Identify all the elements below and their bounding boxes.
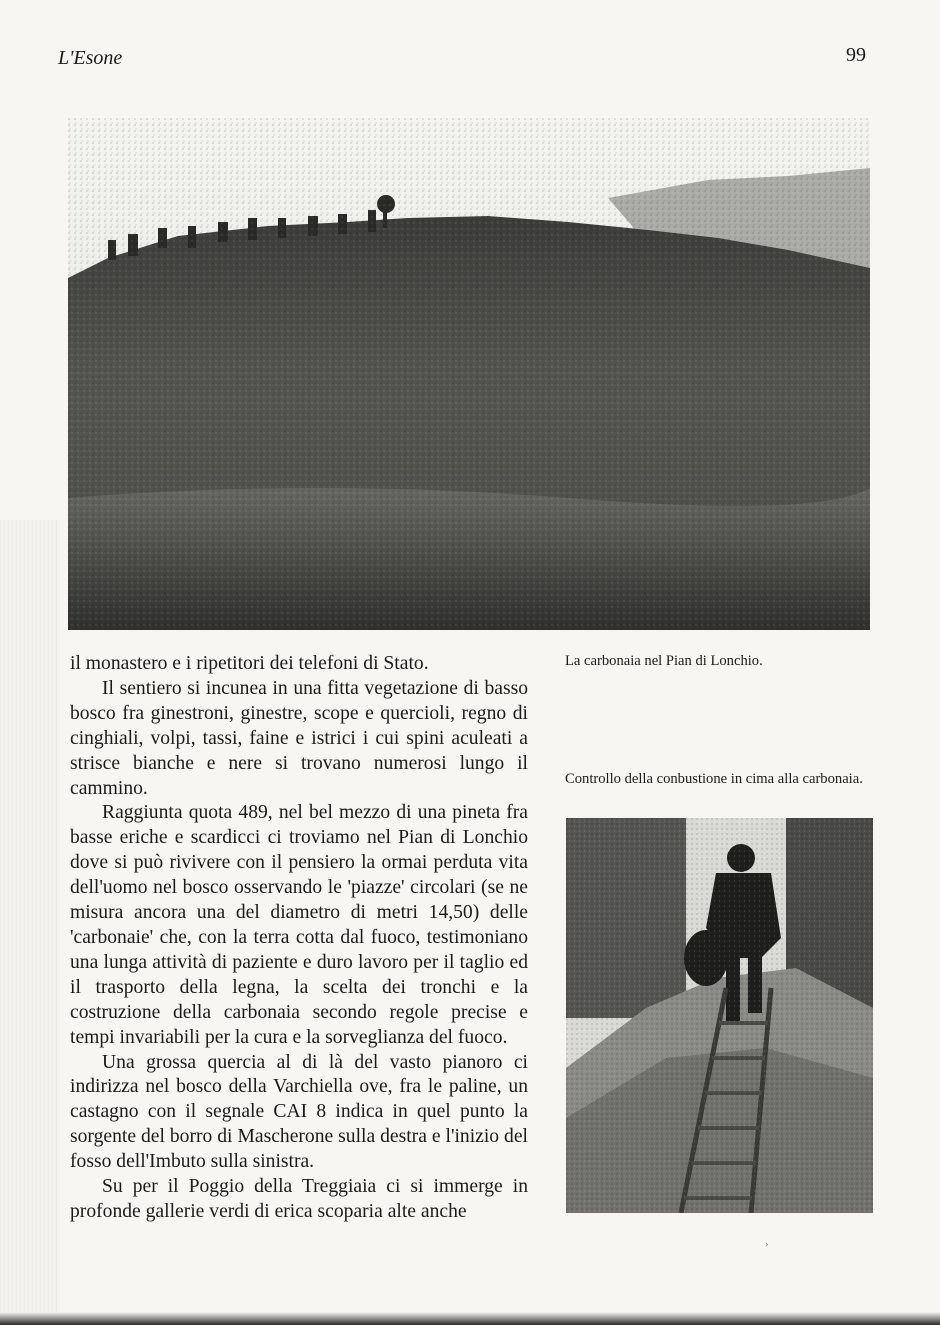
ladder-photo-image xyxy=(566,818,873,1213)
page-number: 99 xyxy=(846,44,866,66)
scan-bottom-edge xyxy=(0,1312,940,1325)
photo-caption-bottom: Controllo della conbustione in cima alla carbonaia. xyxy=(565,771,863,787)
hillside-photo xyxy=(68,118,870,630)
hillside-photo-image xyxy=(68,118,870,630)
scan-mark: › xyxy=(765,1238,769,1250)
scan-page-edge xyxy=(0,520,60,1325)
paragraph: Il sentiero si incunea in una fitta vegetazione di basso bosco fra ginestroni, ginestre, scope e quercioli, regno di cinghiali, volpi, tassi, faine e istrici i cui spini aculeati a strisce bianche e nere si trovano numerosi lungo il cammino. xyxy=(70,677,528,799)
paragraph: Su per il Poggio della Treggiaia ci si immerge in profonde gallerie verdi di erica scoparia alte anche xyxy=(70,1176,528,1222)
paragraph: Una grossa quercia al di là del vasto pianoro ci indirizza nel bosco della Varchiella ove, fra le paline, un castagno con il segnale CAI 8 indica in quel punto la sorgente del borro di Mascherone sulla destra e l'inizio del fosso dell'Imbuto sulla sinistra. xyxy=(70,1051,528,1173)
paragraph: Raggiunta quota 489, nel bel mezzo di una pineta fra basse eriche e scardicci ci troviamo nel Pian di Lonchio dove si può rivivere con il pensiero la ormai perduta vita dell'uomo nel bosco osservando le 'piazze' circolari (se ne misura ancora una del diametro di metri 14,50) delle 'carbonaie' che, con la terra cotta dal fuoco, testimoniano una lunga attività di paziente e duro lavoro per il taglio ed il trasporto della legna, la scelta dei tronchi e la costruzione della carbonaia secondo regole precise e tempi invariabili per la cura e la sorveglianza del fuoco. xyxy=(70,802,528,1048)
photo-caption-top: La carbonaia nel Pian di Lonchio. xyxy=(565,653,763,669)
body-text xyxy=(70,652,528,1225)
running-head: L'Esone xyxy=(58,47,123,69)
ladder-photo xyxy=(566,818,873,1213)
paragraph: il monastero e i ripetitori dei telefoni di Stato. xyxy=(70,653,429,674)
